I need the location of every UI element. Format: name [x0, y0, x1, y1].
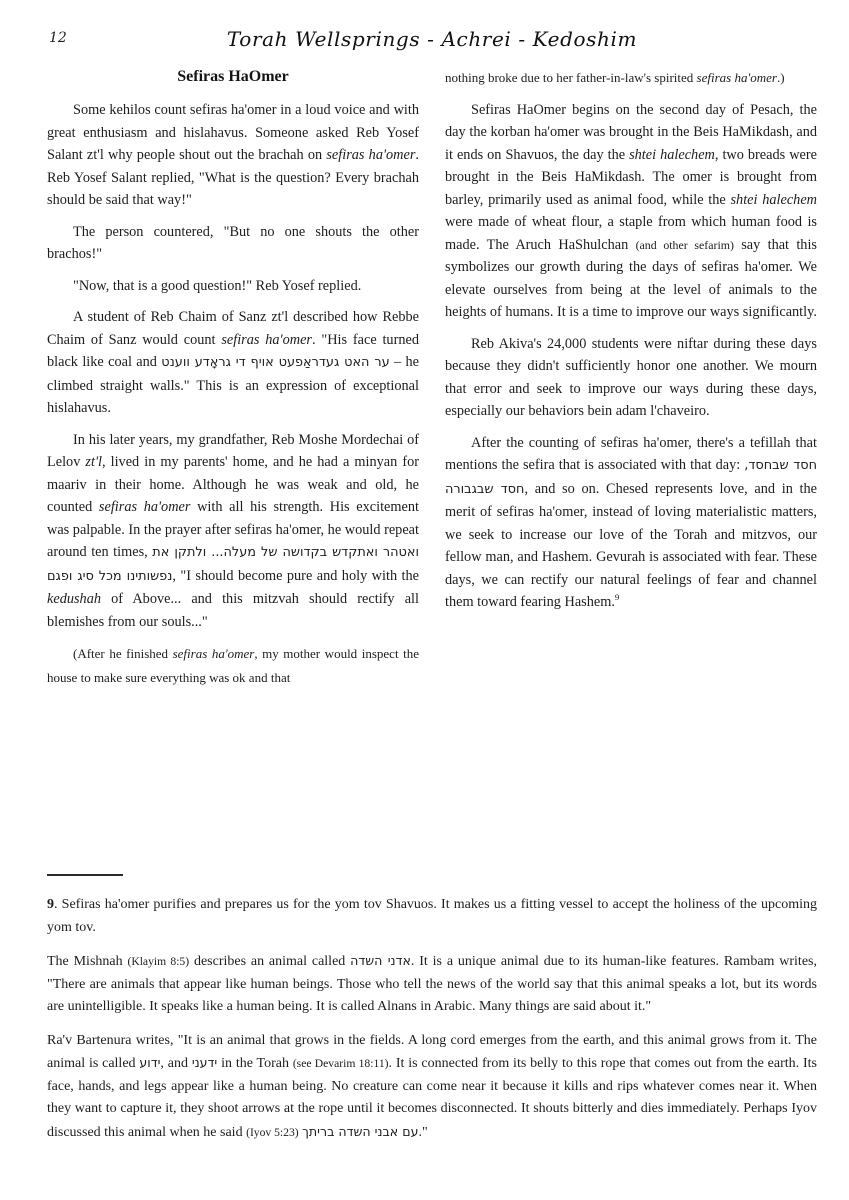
paragraph	[445, 66, 817, 90]
text-columns	[47, 66, 817, 864]
text-segment: , and so on. Chesed represents love, and in the merit of sefiras ha'omer, instead of loving materialistic matters, we seek to increase our love of the Torah and mitzvos, our fellow man, and Hashem. Gevurah is associated with fear. These days, we can rectify our natural feelings of fear and channel them toward fearing Hashem.	[445, 480, 817, 610]
text-segment: (After he finished	[73, 646, 173, 661]
footnotes-section	[47, 864, 817, 1180]
text-segment: – he climbed straight walls." This is an expression of exceptional hislahavus.	[47, 354, 419, 416]
paragraph	[47, 894, 817, 939]
text-segment: zt'l	[85, 454, 102, 470]
paragraph	[47, 950, 817, 1019]
paragraph	[47, 99, 419, 212]
text-segment: . It is connected from its belly to this rope that comes out from the earth. Its face, hands, and legs appear like a human being. No creature can come near it because it kills and rips whatever comes near it. When they want to capture it, they shoot arrows at the rope until it becomes disconnected. It shouts bitterly and dies immediately. Perhaps Iyov discussed this animal when he said	[47, 1056, 817, 1140]
text-segment: nothing broke due to her father-in-law's spirited	[445, 70, 697, 85]
text-segment: shtei halechem	[629, 146, 715, 163]
text-segment: . Reb Yosef Salant replied, "What is the question? Every brachah should be said that way!"	[47, 147, 419, 208]
text-segment: sefiras ha'omer	[98, 499, 191, 515]
footnote-ref: 9	[614, 592, 620, 603]
text-segment: In his later years, my grandfather, Reb Moshe Mordechai of Lelov	[47, 431, 419, 470]
text-segment: A student of Reb Chaim of Sanz zt'l described how Rebbe Chaim of Sanz would count	[47, 309, 419, 348]
text-segment: shtei halechem	[730, 191, 817, 208]
paragraph	[47, 221, 419, 266]
text-segment: kedushah	[47, 591, 101, 607]
text-segment: . It is a unique animal due to its human-like features. Rambam writes, "There are animals that appear like human beings. Those who tell the news of the world say that this animal speaks a lot, but its words are unintelligible. It speaks like a human being. It is called Alnans in Arabic. Many things are said about it."	[47, 954, 817, 1014]
page-title: Torah Wellsprings - Achrei - Kedoshim	[226, 27, 638, 51]
text-segment: (see Devarim 18:11)	[292, 1057, 389, 1070]
text-segment: (and other sefarim)	[635, 237, 734, 252]
text-segment: "Now, that is a good question!" Reb Yosef replied.	[73, 277, 362, 294]
hebrew-text: אדני השדה	[350, 953, 411, 968]
right-column	[445, 66, 817, 864]
text-segment: .)	[776, 70, 785, 85]
paragraph	[47, 306, 419, 420]
text-segment: say that this symbolizes our growth during the days of sefiras ha'omer. We elevate ourselves from being at the level of animals to the heights of humans. It is a time to improve our ways significantly.	[445, 236, 817, 320]
page-number: 12	[49, 30, 67, 46]
text-segment: ."	[418, 1124, 428, 1140]
text-segment: (Klayim 8:5)	[127, 955, 190, 968]
text-segment: with all his strength. His excitement was palpable. In the prayer after sefiras ha'omer, he would repeat around ten times,	[47, 499, 419, 560]
text-segment: sefiras ha'omer	[221, 331, 312, 348]
text-segment: , my mother would inspect the house to make sure everything was ok and that	[47, 646, 420, 685]
paragraph	[47, 429, 419, 634]
paragraph	[47, 1030, 817, 1145]
text-segment: (Iyov 5:23)	[246, 1125, 299, 1139]
text-segment: , two breads were brought in the Beis HaMikdash. The omer is brought from barley, primarily used as animal food, while the	[445, 146, 817, 208]
right-column-paragraphs	[445, 66, 817, 614]
section-heading: Sefiras HaOmer	[177, 68, 289, 85]
hebrew-text: חסד שבחסד, חסד שבגבורה	[445, 458, 817, 497]
paragraph	[445, 432, 817, 614]
footnote-separator	[47, 874, 123, 876]
hebrew-text: ידעני	[191, 1055, 218, 1070]
text-segment: of Above... and this mitzvah should rectify all blemishes from our souls..."	[47, 591, 419, 630]
text-segment: The Mishnah	[47, 954, 128, 969]
text-segment: Sefiras HaOmer begins on the second day of Pesach, the day the korban ha'omer was brought in the Beis HaMikdash, and it ends on Shavuos, the day the	[445, 101, 817, 163]
hebrew-text: ואטהר ואתקדש בקדושה של מעלה... ולתקן את נפשותינו מכל סיג ופגם	[47, 545, 419, 584]
hebrew-text: ידוע	[139, 1055, 161, 1070]
left-column-paragraphs	[47, 99, 419, 689]
text-segment: sefiras ha'omer	[326, 147, 416, 163]
text-segment: . Sefiras ha'omer purifies and prepares us for the yom tov Shavuos. It makes us a fitting vessel to accept the holiness of the upcoming yom tov.	[47, 897, 817, 935]
text-segment: , lived in my parents' home, and he had a minyan for maariv in their home. Although he was weak and old, he counted	[47, 454, 419, 515]
text-segment: 9	[47, 897, 54, 912]
text-segment: in the Torah	[217, 1056, 293, 1071]
paragraph	[47, 642, 419, 689]
paragraph	[47, 275, 419, 298]
hebrew-text: ער האט געדראַפעט אויף די גראָדע ווענט	[161, 355, 390, 370]
footnote-paragraphs	[47, 894, 817, 1144]
text-segment: , and	[160, 1056, 192, 1071]
paragraph	[445, 99, 817, 324]
text-segment: . "His face turned black like coal and	[47, 331, 419, 370]
text-segment: sefiras ha'omer	[696, 70, 777, 85]
text-segment: After the counting of sefiras ha'omer, there's a tefillah that mentions the sefira that is associated with that day:	[445, 434, 817, 473]
text-segment: were made of wheat flour, a staple from which human food is made. The Aruch HaShulchan	[445, 214, 817, 253]
left-column	[47, 66, 419, 864]
text-segment: , "I should become pure and holy with the	[172, 567, 419, 584]
paragraph	[445, 333, 817, 423]
text-segment: The person countered, "But no one shouts the other brachos!"	[47, 223, 419, 262]
page-header	[47, 24, 817, 54]
text-segment: sefiras ha'omer	[172, 646, 255, 661]
hebrew-text: עם אבני השדה בריתך	[302, 1123, 419, 1139]
text-segment: Some kehilos count sefiras ha'omer in a loud voice and with great enthusiasm and hislahavus. Someone asked Reb Yosef Salant zt'l why people shout out the brachah on	[47, 102, 419, 163]
text-segment: describes an animal called	[189, 954, 351, 969]
text-segment: Reb Akiva's 24,000 students were niftar during these days because they didn't sufficiently honor one another. We mourn that error and seek to improve our ways during these days, especially our behaviors bein adam l'chaveiro.	[445, 335, 817, 419]
text-segment: Ra'v Bartenura writes, "It is an animal that grows in the fields. A long cord emerges from the earth, and this animal grows from it. The animal is called	[47, 1032, 817, 1071]
